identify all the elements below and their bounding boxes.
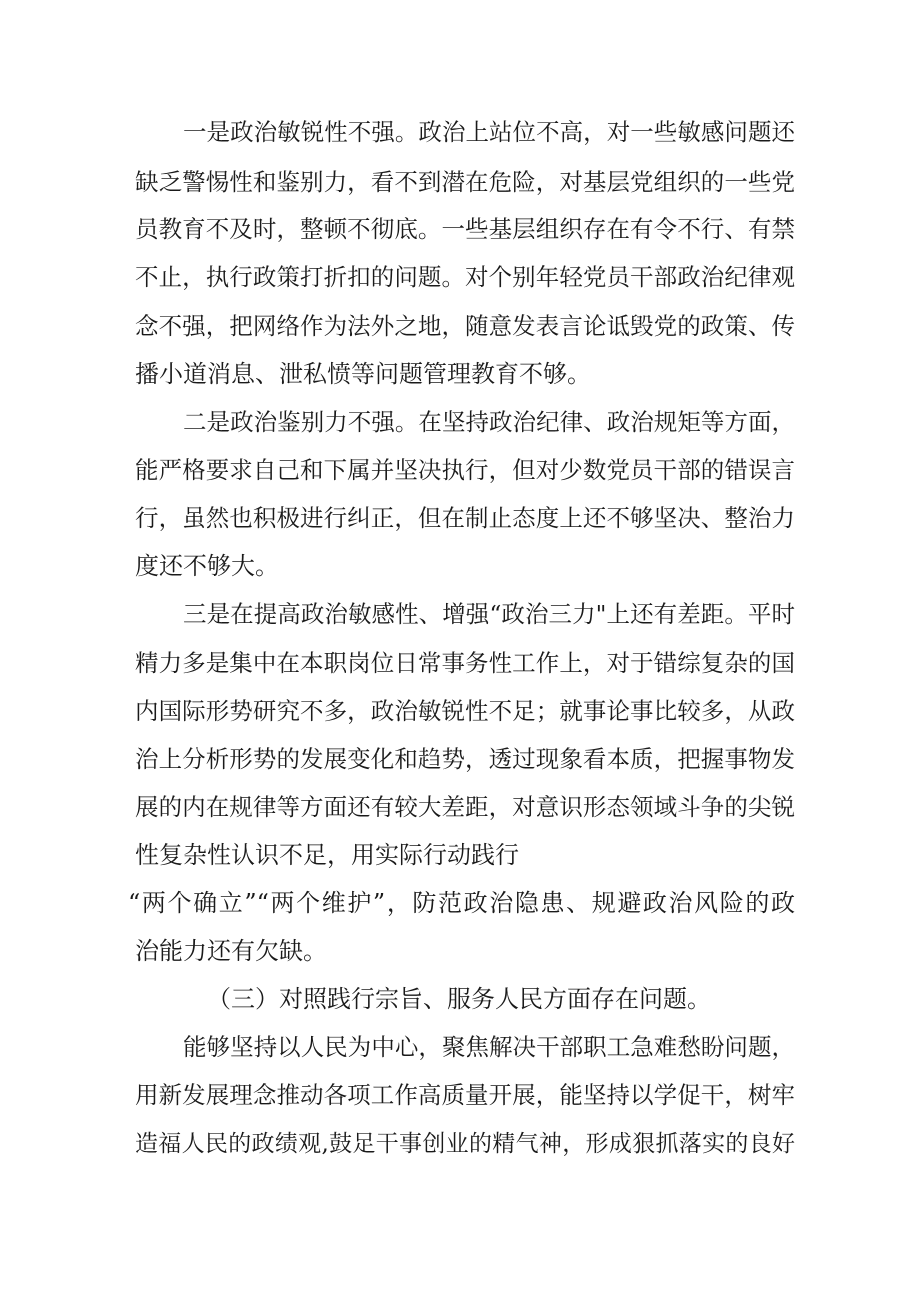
paragraph-3-line-6: 性复杂性认识不足，用实际行动践行 — [135, 841, 519, 869]
paragraph-1-line-5: 念不强，把网络作为法外之地，随意发表言论诋毁党的政策、传 — [135, 312, 795, 340]
paragraph-3-line-4: 治上分析形势的发展变化和趋势，透过现象看本质，把握事物发 — [135, 745, 795, 773]
paragraph-2-line-3: 行，虽然也积极进行纠正，但在制止态度上还不够坚决、整治力 — [135, 504, 795, 532]
paragraph-3-line-7: “两个确立”“两个维护”，防范政治隐患、规避政治风险的政 — [128, 889, 795, 917]
paragraph-3-line-1: 三是在提高政治敏感性、增强“政治三力"上还有差距。平时 — [183, 600, 795, 628]
paragraph-1-line-6: 播小道消息、泄私愤等问题管理教育不够。 — [135, 360, 591, 388]
paragraph-3-line-8: 治能力还有欠缺。 — [135, 937, 327, 965]
paragraph-2-line-4: 度还不够大。 — [135, 552, 279, 580]
paragraph-1-line-3: 员教育不及时，整顿不彻底。一些基层组织存在有令不行、有禁 — [135, 215, 795, 243]
paragraph-1-line-2: 缺乏警惕性和鉴别力，看不到潜在危险，对基层党组织的一些党 — [135, 168, 795, 196]
section-heading-3: （三）对照践行宗旨、服务人民方面存在问题。 — [207, 985, 711, 1013]
paragraph-4-line-2: 用新发展理念推动各项工作高质量开展，能坚持以学促干，树牢 — [135, 1081, 795, 1109]
paragraph-3-line-3: 内国际形势研究不多，政治敏锐性不足；就事论事比较多，从政 — [135, 697, 795, 725]
paragraph-4-line-1: 能够坚持以人民为中心，聚焦解决干部职工急难愁盼问题， — [183, 1033, 795, 1061]
paragraph-1-line-4: 不止，执行政策打折扣的问题。对个别年轻党员干部政治纪律观 — [135, 263, 795, 291]
paragraph-4-line-3: 造福人民的政绩观,鼓足干事创业的精气神，形成狠抓落实的良好 — [135, 1131, 795, 1157]
paragraph-1-line-1: 一是政治敏锐性不强。政治上站位不高，对一些敏感问题还 — [183, 118, 795, 146]
paragraph-3-line-2: 精力多是集中在本职岗位日常事务性工作上，对于错综复杂的国 — [135, 649, 795, 677]
paragraph-2-line-2: 能严格要求自己和下属并坚决执行，但对少数党员干部的错误言 — [135, 456, 795, 484]
paragraph-3-line-5: 展的内在规律等方面还有较大差距，对意识形态领域斗争的尖锐 — [135, 793, 795, 821]
paragraph-2-line-1: 二是政治鉴别力不强。在坚持政治纪律、政治规矩等方面， — [183, 408, 795, 436]
